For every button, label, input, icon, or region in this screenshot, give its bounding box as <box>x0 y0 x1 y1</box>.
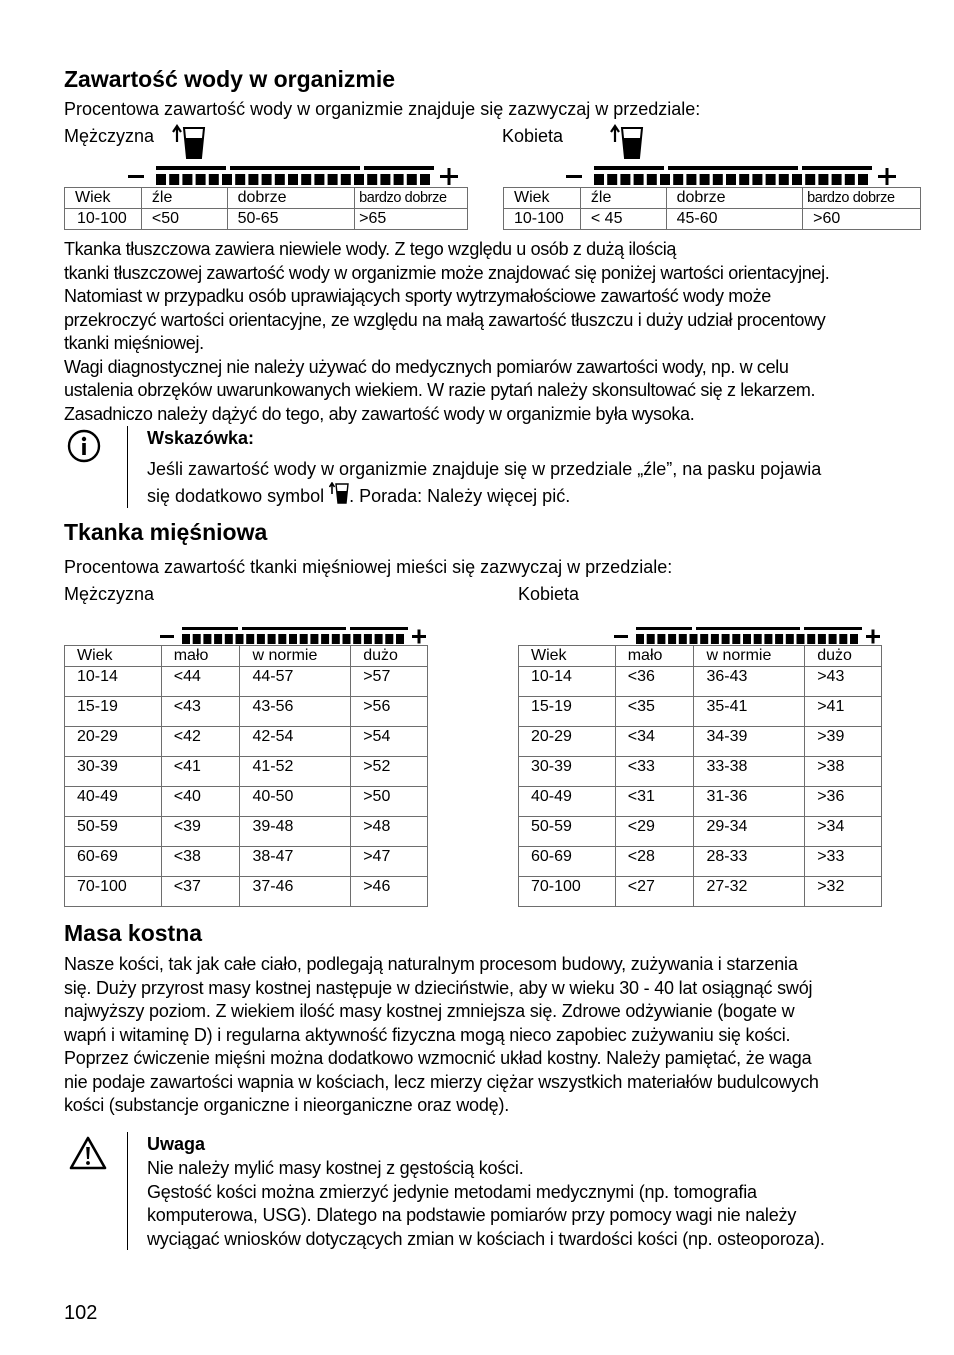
hint-text-line1: Jeśli zawartość wody w organizmie znajduje się w przedziale „źle”, na pasku pojawia <box>147 459 822 479</box>
scale-segment <box>257 634 265 644</box>
hint-title: Wskazówka: <box>147 428 255 448</box>
table-row <box>65 847 428 877</box>
scale-segment <box>792 174 802 185</box>
table-header-row <box>519 646 882 667</box>
table-row <box>519 697 882 727</box>
table-cell: 44-57 <box>240 667 351 697</box>
table-cell: 40-49 <box>519 787 616 817</box>
table-header-cell: bardzo dobrze <box>355 188 468 209</box>
scale-segment <box>354 174 364 185</box>
scale-segment <box>713 174 723 185</box>
table-header-cell: dobrze <box>666 188 803 209</box>
scale-segment <box>407 174 417 185</box>
scale-segment <box>858 174 868 185</box>
table-cell: <43 <box>161 697 240 727</box>
table-cell: 30-39 <box>519 757 616 787</box>
table-row <box>519 727 882 757</box>
table-cell: >33 <box>805 847 882 877</box>
table-header-cell: Wiek <box>65 646 162 667</box>
table-header-cell: w normie <box>694 646 805 667</box>
table-cell: >65 <box>355 209 468 230</box>
hint-text <box>147 457 907 511</box>
table-cell: 50-59 <box>519 817 616 847</box>
scale-segment <box>341 174 351 185</box>
scale-segment <box>236 634 244 644</box>
scale-segment <box>807 634 815 644</box>
section-title-muscle: Tkanka mięśniowa <box>64 519 268 545</box>
scale-segment <box>647 634 655 644</box>
hint-text-line2a: się dodatkowo symbol <box>147 486 330 506</box>
scale-segment <box>328 174 338 185</box>
scale-segment <box>332 634 340 644</box>
table-header-cell: dużo <box>805 646 882 667</box>
table-cell: 10-100 <box>504 209 581 230</box>
table-cell: >47 <box>351 847 428 877</box>
table-cell: >46 <box>351 877 428 907</box>
scale-segment <box>301 174 311 185</box>
table-row <box>65 727 428 757</box>
scale-segment <box>169 174 179 185</box>
scale-segment <box>209 174 219 185</box>
table-row <box>65 757 428 787</box>
table-cell: 36-43 <box>694 667 805 697</box>
scale-segment <box>752 174 762 185</box>
scale-segment <box>182 174 192 185</box>
scale-segment <box>711 634 719 644</box>
table-row <box>65 817 428 847</box>
table-cell: >60 <box>803 209 921 230</box>
table-cell: 10-14 <box>519 667 616 697</box>
table-row <box>519 877 882 907</box>
scale-segment <box>289 634 297 644</box>
table-header-cell: w normie <box>240 646 351 667</box>
scale-segment <box>182 634 190 644</box>
table-row <box>65 667 428 697</box>
water-female-label: Kobieta <box>502 126 564 146</box>
scale-segment <box>367 174 377 185</box>
table-cell: 15-19 <box>65 697 162 727</box>
table-cell: 60-69 <box>519 847 616 877</box>
scale-segment <box>732 634 740 644</box>
table-row <box>65 787 428 817</box>
table-cell: < 45 <box>580 209 666 230</box>
scale-segment <box>805 174 815 185</box>
table-cell: 40-50 <box>240 787 351 817</box>
table-cell: >32 <box>805 877 882 907</box>
scale-segment <box>420 174 430 185</box>
scale-segment <box>726 174 736 185</box>
scale-segment <box>275 174 285 185</box>
table-cell: 60-69 <box>65 847 162 877</box>
table-cell: 15-19 <box>519 697 616 727</box>
scale-segment <box>364 634 372 644</box>
table-row <box>519 667 882 697</box>
scale-segment <box>679 634 687 644</box>
table-cell: 70-100 <box>65 877 162 907</box>
water-glass-icon <box>172 124 206 165</box>
scale-segment <box>314 174 324 185</box>
scale-segment <box>620 174 630 185</box>
scale-segment <box>797 634 805 644</box>
scale-segment <box>156 174 166 185</box>
table-cell: <28 <box>615 847 694 877</box>
scale-segment <box>235 174 245 185</box>
scale-segment <box>278 634 286 644</box>
scale-segment <box>594 174 604 185</box>
scale-segment <box>775 634 783 644</box>
table-cell: >39 <box>805 727 882 757</box>
table-header-cell: mało <box>615 646 694 667</box>
scale-segment <box>246 634 254 644</box>
table-cell: <41 <box>161 757 240 787</box>
scale-segment <box>248 174 258 185</box>
table-cell: 28-33 <box>694 847 805 877</box>
table-header-cell: Wiek <box>504 188 581 209</box>
table-cell: >52 <box>351 757 428 787</box>
table-cell: 37-46 <box>240 877 351 907</box>
table-header-cell: źle <box>141 188 227 209</box>
scale-segment <box>686 174 696 185</box>
scale-segment <box>310 634 318 644</box>
scale-segment <box>786 634 794 644</box>
warning-text: Nie należy mylić masy kostnej z gęstością kości. Gęstość kości można zmierzyć jedynie metodami medycznymi (np. tomografia komputerowa, USG). Dlatego na podstawie pomiarów przy pomocy wagi nie należy wyciągać wniosków dotyczących zmian w kościach i twardości kości (np. osteoporoza). <box>147 1158 825 1249</box>
water-paragraph: Tkanka tłuszczowa zawiera niewiele wody. Z tego względu u osób z dużą ilością tkanki tłuszczowej zawartość wody w organizmie może znajdować się poniżej wartości orientacyjnej. Natomiast w przypadku osób uprawiających sporty wytrzymałościowe zawartość wody może przekroczyć wartości orientacyjne, ze względu na małą zawartość tłuszczu i duży udział procentowy tkanki mięśniowej. Wagi diagnostycznej nie należy używać do medycznych pomiarów zawartości wody, np. w celu ustalenia obrzęków uwarunkowanych wiekiem. W razie pytań należy skonsultować się z lekarzem. Zasadniczo należy dążyć do tego, aby zawartość wody w organizmie była wysoka. <box>64 239 830 424</box>
table-cell: 29-34 <box>694 817 805 847</box>
scale-segment <box>634 174 644 185</box>
table-cell: 38-47 <box>240 847 351 877</box>
table-cell: >50 <box>351 787 428 817</box>
table-cell: <36 <box>615 667 694 697</box>
scale-segment <box>818 174 828 185</box>
hint-text-line2b: . Porada: Należy więcej pić. <box>349 486 571 506</box>
table-cell: 20-29 <box>65 727 162 757</box>
muscle-female-scale-bar <box>614 627 880 647</box>
warning-divider <box>127 1132 128 1250</box>
table-cell: 33-38 <box>694 757 805 787</box>
table-cell: <39 <box>161 817 240 847</box>
table-cell: >54 <box>351 727 428 757</box>
table-cell: <37 <box>161 877 240 907</box>
table-cell: <34 <box>615 727 694 757</box>
scale-segment <box>343 634 351 644</box>
muscle-male-label: Mężczyzna <box>64 584 155 604</box>
scale-segment <box>850 634 858 644</box>
water-glass-icon <box>610 124 644 165</box>
section-title-water: Zawartość wody w organizmie <box>64 66 396 92</box>
scale-segment <box>764 634 772 644</box>
table-cell: >36 <box>805 787 882 817</box>
scale-segment <box>673 174 683 185</box>
scale-segment <box>288 174 298 185</box>
scale-segment <box>607 174 617 185</box>
scale-segment <box>657 634 665 644</box>
info-icon <box>67 429 101 468</box>
table-cell: <33 <box>615 757 694 787</box>
water-male-label: Mężczyzna <box>64 126 155 146</box>
warning-icon <box>68 1135 108 1176</box>
table-header-cell: dobrze <box>227 188 355 209</box>
page-number: 102 <box>64 1302 98 1324</box>
scale-segment <box>668 634 676 644</box>
table-cell: 45-60 <box>666 209 803 230</box>
scale-segment <box>829 634 837 644</box>
table-cell: 43-56 <box>240 697 351 727</box>
scale-segment <box>375 634 383 644</box>
table-cell: 10-100 <box>65 209 142 230</box>
muscle-female-table <box>518 645 882 907</box>
table-header-cell: bardzo dobrze <box>803 188 921 209</box>
table-cell: <29 <box>615 817 694 847</box>
hint-divider <box>127 426 128 508</box>
scale-segment <box>300 634 308 644</box>
table-cell: 50-59 <box>65 817 162 847</box>
table-cell: 35-41 <box>694 697 805 727</box>
table-cell: 34-39 <box>694 727 805 757</box>
water-intro: Procentowa zawartość wody w organizmie znajduje się zazwyczaj w przedziale: <box>64 99 701 119</box>
muscle-intro: Procentowa zawartość tkanki mięśniowej mieści się zazwyczaj w przedziale: <box>64 557 673 577</box>
muscle-male-scale-bar <box>160 627 426 647</box>
table-cell: 41-52 <box>240 757 351 787</box>
scale-segment <box>380 174 390 185</box>
table-cell: 31-36 <box>694 787 805 817</box>
scale-segment <box>636 634 644 644</box>
scale-segment <box>779 174 789 185</box>
water-male-table <box>64 187 468 230</box>
scale-segment <box>203 634 211 644</box>
table-cell: <44 <box>161 667 240 697</box>
scale-segment <box>214 634 222 644</box>
table-cell: <31 <box>615 787 694 817</box>
table-header-cell: Wiek <box>65 188 142 209</box>
table-cell: 50-65 <box>227 209 355 230</box>
table-cell: >41 <box>805 697 882 727</box>
water-glass-icon <box>329 482 349 511</box>
muscle-male-table <box>64 645 428 907</box>
table-header-cell: Wiek <box>519 646 616 667</box>
scale-segment <box>739 174 749 185</box>
scale-segment <box>660 174 670 185</box>
scale-segment <box>722 634 730 644</box>
scale-segment <box>839 634 847 644</box>
table-cell: 10-14 <box>65 667 162 697</box>
table-cell: <42 <box>161 727 240 757</box>
scale-segment <box>818 634 826 644</box>
water-male-scale-bar <box>128 166 460 188</box>
scale-segment <box>262 174 272 185</box>
scale-segment <box>700 634 708 644</box>
warning-title: Uwaga <box>147 1134 206 1154</box>
scale-segment <box>394 174 404 185</box>
scale-segment <box>647 174 657 185</box>
table-header-cell: źle <box>580 188 666 209</box>
table-cell: >38 <box>805 757 882 787</box>
scale-segment <box>193 634 201 644</box>
scale-segment <box>225 634 233 644</box>
table-cell: 30-39 <box>65 757 162 787</box>
table-header-row <box>65 646 428 667</box>
table-cell: 20-29 <box>519 727 616 757</box>
scale-segment <box>700 174 710 185</box>
table-cell: <27 <box>615 877 694 907</box>
scale-segment <box>766 174 776 185</box>
table-cell: 42-54 <box>240 727 351 757</box>
water-female-table <box>503 187 921 230</box>
table-row <box>65 697 428 727</box>
scale-segment <box>353 634 361 644</box>
scale-segment <box>832 174 842 185</box>
section-title-bone: Masa kostna <box>64 920 203 946</box>
table-cell: >57 <box>351 667 428 697</box>
table-row <box>519 817 882 847</box>
scale-segment <box>222 174 232 185</box>
table-header-cell: mało <box>161 646 240 667</box>
table-header-cell: dużo <box>351 646 428 667</box>
table-cell: <35 <box>615 697 694 727</box>
scale-segment <box>754 634 762 644</box>
table-cell: 27-32 <box>694 877 805 907</box>
table-cell: >43 <box>805 667 882 697</box>
table-row <box>519 757 882 787</box>
bone-paragraph: Nasze kości, tak jak całe ciało, podlegają naturalnym procesom budowy, zużywania i starzenia się. Duży przyrost masy kostnej następuje w dzieciństwie, aby w wieku 30 - 40 lat osiągnąć swój najwyższy poziom. Z wiekiem ilość masy kostnej zmniejsza się. Zdrowe odżywianie (bogate w wapń i witaminę D) i regularna aktywność fizyczna mogą nieco zapobiec zużywaniu się kości. Poprzez ćwiczenie mięśni można dodatkowo wzmocnić układ kostny. Należy pamiętać, że waga nie podaje zawartości wapnia w kościach, lecz mierzy ciężar wszystkich materiałów budulcowych kości (substancje organiczne i nieorganiczne oraz wodę). <box>64 954 819 1115</box>
table-row <box>519 787 882 817</box>
table-cell: 40-49 <box>65 787 162 817</box>
table-cell: >56 <box>351 697 428 727</box>
table-cell: <50 <box>141 209 227 230</box>
scale-segment <box>845 174 855 185</box>
table-cell: >34 <box>805 817 882 847</box>
table-cell: 70-100 <box>519 877 616 907</box>
scale-segment <box>321 634 329 644</box>
scale-segment <box>743 634 751 644</box>
scale-segment <box>268 634 276 644</box>
scale-segment <box>196 174 206 185</box>
scale-segment <box>690 634 698 644</box>
table-cell: 39-48 <box>240 817 351 847</box>
table-row <box>65 877 428 907</box>
table-cell: <40 <box>161 787 240 817</box>
table-cell: >48 <box>351 817 428 847</box>
table-cell: <38 <box>161 847 240 877</box>
muscle-female-label: Kobieta <box>518 584 580 604</box>
table-row <box>519 847 882 877</box>
scale-segment <box>385 634 393 644</box>
water-female-scale-bar <box>566 166 898 188</box>
scale-segment <box>396 634 404 644</box>
